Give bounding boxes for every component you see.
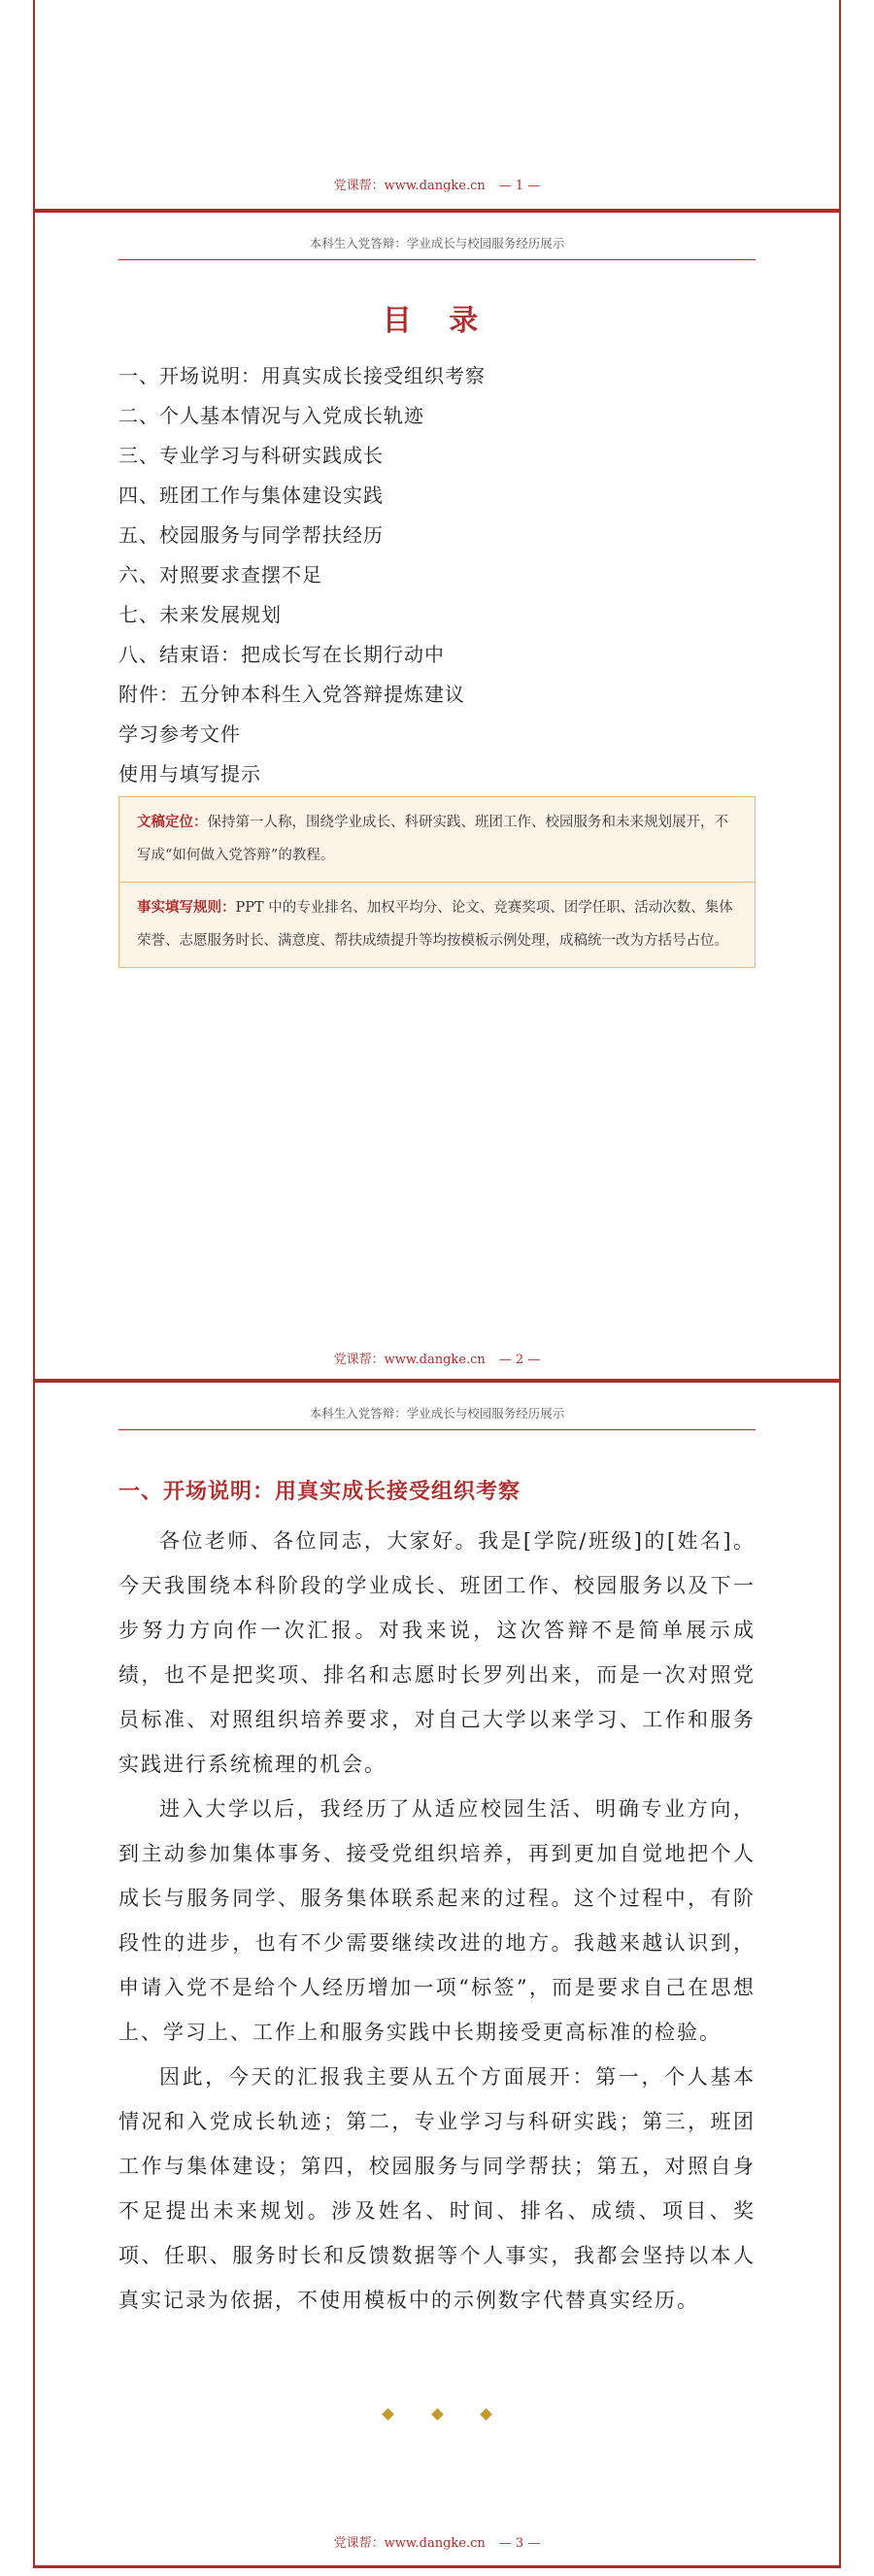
- positioning-text: 保持第一人称，围绕学业成长、科研实践、班团工作、校园服务和未来规划展开，不写成“如何做入党答辩”的教程。: [137, 815, 728, 863]
- toc-item: 一、开场说明：用真实成长接受组织考察: [118, 364, 486, 387]
- footer-site: 党课帮：www.dangke.cn: [333, 179, 486, 193]
- page-footer: [35, 175, 839, 193]
- facts-label: 事实填写规则：: [137, 899, 236, 916]
- page-footer: [35, 1349, 839, 1367]
- section-divider: [35, 2404, 839, 2423]
- page-3: [33, 1382, 841, 2568]
- facts-note: [119, 882, 755, 967]
- note-box: [118, 796, 756, 968]
- diamond-ornament-icon: [431, 2408, 444, 2421]
- paragraph: 进入大学以后，我经历了从适应校园生活、明确专业方向，到主动参加集体事务、接受党组织培养，再到更加自觉地把个人成长与服务同学、服务集体联系起来的过程。这个过程中，有阶段性的进步，也有不少需要继续改进的地方。我越来越认识到，申请入党不是给个人经历增加一项“标签”，而是要求自己在思想上、学习上、工作上和服务实践中长期接受更高标准的检验。: [118, 1797, 756, 2044]
- positioning-note: [119, 797, 755, 882]
- footer-site: 党课帮：www.dangke.cn: [333, 1353, 486, 1367]
- page-number: — 1 —: [498, 179, 541, 193]
- paragraph: 各位老师、各位同志，大家好。我是[学院/班级]的[姓名]。今天我围绕本科阶段的学业成长、班团工作、校园服务以及下一步努力方向作一次汇报。对我来说，这次答辩不是简单展示成绩，也不是把奖项、排名和志愿时长罗列出来，而是一次对照党员标准、对照组织培养要求，对自己大学以来学习、工作和服务实践进行系统梳理的机会。: [118, 1529, 756, 1776]
- section-body: [118, 1519, 756, 2323]
- page-number: — 2 —: [498, 1353, 541, 1367]
- page-number: — 3 —: [498, 2536, 541, 2551]
- toc-item: 附件：五分钟本科生入党答辩提炼建议: [118, 683, 465, 706]
- toc-item: 六、对照要求查摆不足: [118, 563, 322, 586]
- footer-site: 党课帮：www.dangke.cn: [333, 2536, 486, 2551]
- paragraph: 因此，今天的汇报我主要从五个方面展开：第一，个人基本情况和入党成长轨迹；第二，专业学习与科研实践；第三，班团工作与集体建设；第四，校园服务与同学帮扶；第五，对照自身不足提出未来规划。涉及姓名、时间、排名、成绩、项目、奖项、任职、服务时长和反馈数据等个人事实，我都会坚持以本人真实记录为依据，不使用模板中的示例数字代替真实经历。: [118, 2065, 756, 2312]
- diamond-ornament-icon: [480, 2408, 492, 2421]
- toc-item: 三、专业学习与科研实践成长: [118, 444, 384, 467]
- toc-item: 二、个人基本情况与入党成长轨迹: [118, 404, 424, 427]
- page-2: [33, 212, 841, 1382]
- toc-list: [118, 356, 486, 794]
- toc-item: 学习参考文件: [118, 722, 241, 746]
- page-footer: [35, 2532, 839, 2551]
- toc-item: 使用与填写提示: [118, 762, 261, 786]
- page-1: [33, 0, 841, 212]
- toc-title: 目 录: [382, 304, 492, 338]
- diamond-ornament-icon: [383, 2408, 395, 2421]
- toc-item: 七、未来发展规划: [118, 603, 282, 626]
- toc-item: 八、结束语：把成长写在长期行动中: [118, 643, 445, 666]
- toc-item: 五、校园服务与同学帮扶经历: [118, 523, 384, 547]
- page-header: 本科生入党答辩：学业成长与校园服务经历展示: [118, 1404, 756, 1430]
- positioning-label: 文稿定位：: [137, 814, 208, 830]
- facts-text: PPT 中的专业排名、加权平均分、论文、竞赛奖项、团学任职、活动次数、集体荣誉、志愿服务时长、满意度、帮扶成绩提升等均按模板示例处理，成稿统一改为方括号占位。: [137, 900, 733, 949]
- section-title: 一、开场说明：用真实成长接受组织考察: [118, 1479, 521, 1504]
- toc-item: 四、班团工作与集体建设实践: [118, 484, 384, 507]
- page-header: 本科生入党答辩：学业成长与校园服务经历展示: [118, 234, 756, 260]
